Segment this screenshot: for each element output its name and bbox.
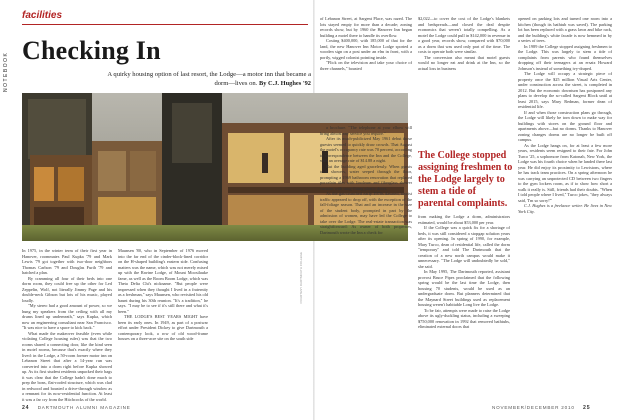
- paragraph: In 1989 the College stopped assigning freshmen to the Lodge. This was largely to stem a tide of complaints from parents who found themselves dropping off their teenagers at an ersatz Howard Johnson's instead of something ivy-draped.: [518, 43, 612, 71]
- article-deck: [96, 71, 311, 89]
- paragraph: "My stereo had a good amount of power, so we hung my speakers from the ceiling with all my drums lined up underneath," says Kupka, which now an engineering consultant near San Francisco. "It was nice to have a space to kick back.": [22, 303, 112, 330]
- paragraph: What made the makeover feasible (even while violating College housing rules) was that the two rooms shared a connecting door, like the kind seen in motel rooms, because that's exactly where they lived: in the Lodge, a 50-room former motor inn on Lebanon Street that after a 14-year run was converted into a dorm right before Kupka showed up. As its first student residents unpacked their bags it was clear that the College hadn't done much to prep the bons, flat-roofed structure, which was clad in redwood and boasted a drive-through window as a remnant for its now-residential function. At least it was a far cry from the Hitchcocks of the world.: [22, 330, 112, 402]
- text-column-4-bottom: [418, 214, 510, 402]
- text-column-5: [518, 16, 612, 402]
- right-folio: [492, 405, 590, 411]
- paragraph: As the Lodge hangs on, for at least a few more years, residents seem resigned to their fate. For John Turco '25, a sophomore from Katonah, New York, the Lodge was his fourth choice when he landed there last year. He did enjoy its proximity to Lewistons, where he has track team practices. On a spring afternoon he was carrying an unprotected CD between two fingers to the gym lockers room, as if to show how short a walk it really is. Still, friends had their doubts. "When I told people where I lived," Turco jokes, "they always said, 'I'm so sorry!'": [518, 142, 612, 203]
- paragraph: By cramming all four of their beds into one dorm room, they could free up the other for Led Zeppelin, Wolf, not literally Jimmy Page and his double-neck Gibson but lots of his music, played loudly.: [22, 275, 112, 303]
- paragraph: of Lebanon Street, at Sargent Place, was razed. The lots stayed empty for more than a decade; zoning records show, but by 1960 the Hanover Inn began building a motel there to handle its overflow.: [320, 16, 412, 38]
- left-folio: [22, 405, 131, 411]
- left-page-number: 24: [22, 405, 30, 411]
- text-column-2: [118, 248, 208, 402]
- paragraph: "Flick on the television and take your choice of three channels," boasted: [320, 60, 412, 71]
- paragraph: In May 1995, The Dartmouth reported, assistant provost Bruce Pipes proclaimed that the following spring would be the last time the Lodge, then housing 70 students, would be used as an undergraduate dorm. But planners determined that the Maynard Street buildings used as replacement housing weren't habitable Long live the Lodge.: [418, 269, 510, 307]
- paragraph: THE LODGE'S BEST YEARS MIGHT have been its early ones. In 1949, as part of a postwar effort under President Dickey to give Dartmouth a contemporary look, a row of old wood-frame houses on a three-acre site on the south side: [118, 314, 208, 341]
- paragraph: In 1975, in the winter term of their first year in Hanover, roommates Paul Kupka '79 and Mark Lewis '79 got together with two-door neighbors Thomas Carlson '79 and Douglas Furth '79 and hatched a plan.: [22, 248, 112, 275]
- paragraph: a brochure. "The telephone at your elbow will bring almost any service you require.": [320, 125, 412, 136]
- paragraph: $2,022—to cover the cost of the Lodge's blankets and bedspreads—and closed the deal despite economics that weren't totally compelling. As a motel the Lodge could pull in $142,000 in revenue in a good year, records show, compared with $70,000 as a dorm that was used only part of the time. The costs to operate both were similar.: [418, 16, 510, 54]
- paragraph: If and when those construction plans go through, the Lodge will likely be torn down to make way for buildings with stores on the ground floor and apartments above—but no dorms. Thanks to Hanover zoning changes dorms are no longer be built off campus.: [518, 109, 612, 142]
- paragraph: opened on parking lots and turned one room into a kitchen (though its bathtub was saved). The parking lot has been replaced with a grass lawn and bike rack, and the building's white facade is now hemmed in by a series of trees.: [518, 16, 612, 43]
- deck-text: A quirky housing option of last resort, the Lodge—a motor inn that became a dorm—lives on.: [107, 71, 311, 87]
- paragraph: Costing $400,000, with 185,000 of that for the land, the new Hanover Inn Motor Lodge sported a wooden sign on a post under an elm in front, with a portly, wigged colonist pointing inside.: [320, 38, 412, 60]
- magazine-name: DARTMOUTH ALUMNI MAGAZINE: [37, 405, 131, 410]
- section-rule: [22, 24, 308, 25]
- text-column-1: [22, 248, 112, 402]
- text-column-4-top: [418, 16, 510, 126]
- paragraph: from making the Lodge a dorm, administrators estimated, would be about $53,000 per year.: [418, 214, 510, 225]
- text-column-3: [320, 16, 412, 402]
- paragraph: If the College was a quick fix for a shortage of beds, it was still considered a stopgap solution years after its opening. In spring of 1990, for example, Mary Turco, dean of residential life, called the dorm "temporary" and told The Dartmouth that the creation of a new north campus would make it unnecessary. "The Lodge will undoubtedly be sold," she said.: [418, 225, 510, 269]
- headline: Checking In: [22, 36, 161, 65]
- issue-date: NOVEMBER/DECEMBER 2010: [492, 405, 575, 410]
- photo-credit: COURTESY DARTMOUTH COLLEGE: [299, 252, 303, 304]
- paragraph: As the gas-crunched early 1970s dawned, tourist traffic appeared to drop off, with the exception of the fall-foliage season. That and an increase in the size of the student body, prompted in part by the admission of women, may have led the College to take over the Lodge. The real-estate transaction was straightforward: As owner of both properties, Dartmouth wrote the Inn a check for: [320, 191, 412, 235]
- paragraph: But the building aged gracelessly. When guests took showers, water seeped through the floor, prompting a 1969 bathroom renovation that replaced porcelain tiles with linoleum and fiberglass shower curtains with snug-fitting plastic doors.: [320, 163, 412, 191]
- pull-quote: The College stopped assigning freshmen to the Lodge largely to stem a tide of parental complaints.: [418, 150, 513, 209]
- paragraph: The Lodge will occupy a strategic piece of property once the $25 million Visual Arts Center, under construction across the street, is completed in 2012. But the economic downturn has postponed any plans to develop the so-called Sargent Block until at least 2015, says Mary Redman, former dean of residential life.: [518, 71, 612, 109]
- paragraph: Maunsen '80, who in September of 1976 moved into the far end of the cinder-block-lined corridor on the H-shaped building's eastern side. Confusing matters was the name, which was not merely mixed up with the Ravine Lodge, of Mount Moosilauke fame, as well as the Room Boom Lodge, which was Theta Delta Chi's nickname. "But people were impressed when they thought I lived in a fraternity as a freshman," says Maunsen, who revisited his old haunt during his 30th reunion. "It's a tradition," he says. "I may be to see if it's still there and what it's been.": [118, 248, 208, 314]
- notebook-spine-label: NOTEBOOK: [3, 51, 9, 92]
- paragraph: The conversion also meant that motel guests would no longer eat and drink at the Inn, so the actual loss in business: [418, 54, 510, 71]
- section-label: facilities: [22, 10, 63, 21]
- paragraph: After its much-publicized May 1961 debut those guestrs seemed to quickly draw crowds. That August the motel's occupancy rate was 70 percent, according to correspondence between the Inn and the College, with an average rate of $14.88 a night.: [320, 136, 412, 163]
- paragraph: To be fair, attempts were made to raise the Lodge above its ugly-duckling status, including a sweeping $750,000 renovation in 1992 that removed bathtubs, eliminated external doors that: [418, 307, 510, 329]
- byline: By C.J. Hughes '92: [258, 79, 311, 87]
- author-bio: C.J. Hughes is a freelance writer. He lives in New York City.: [518, 203, 612, 214]
- right-page-number: 25: [583, 405, 591, 411]
